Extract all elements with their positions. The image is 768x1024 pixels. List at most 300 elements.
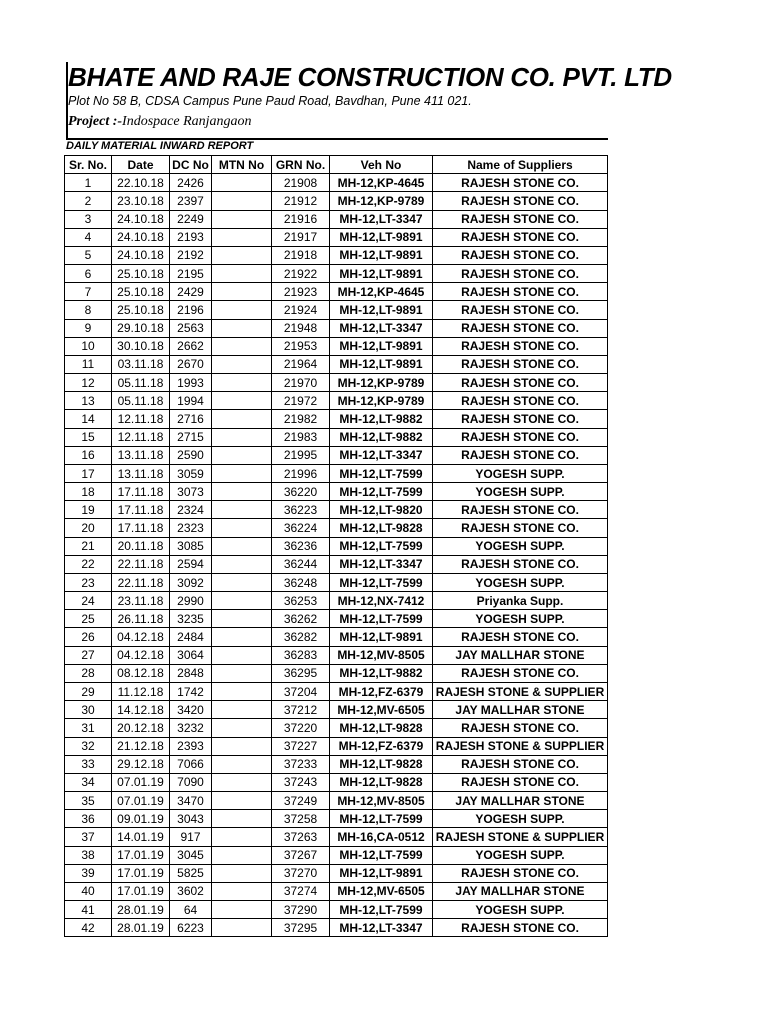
table-row <box>65 192 608 210</box>
cell-supplier: RAJESH STONE CO. <box>433 283 608 301</box>
cell-dc-no: 2594 <box>170 555 212 573</box>
cell-mtn-no <box>212 428 272 446</box>
table-row <box>65 701 608 719</box>
cell-date: 17.11.18 <box>112 501 170 519</box>
cell-date: 17.01.19 <box>112 846 170 864</box>
table-row <box>65 464 608 482</box>
cell-sr-no: 29 <box>65 682 112 700</box>
cell-dc-no: 2196 <box>170 301 212 319</box>
cell-grn-no: 21916 <box>272 210 330 228</box>
cell-veh-no: MH-16,CA-0512 <box>330 828 433 846</box>
cell-sr-no: 34 <box>65 773 112 791</box>
cell-mtn-no <box>212 210 272 228</box>
cell-sr-no: 28 <box>65 664 112 682</box>
cell-sr-no: 42 <box>65 919 112 937</box>
cell-veh-no: MH-12,LT-3347 <box>330 319 433 337</box>
cell-supplier: YOGESH SUPP. <box>433 464 608 482</box>
cell-mtn-no <box>212 246 272 264</box>
cell-dc-no: 3092 <box>170 573 212 591</box>
cell-supplier: RAJESH STONE CO. <box>433 755 608 773</box>
cell-mtn-no <box>212 792 272 810</box>
cell-grn-no: 21923 <box>272 283 330 301</box>
cell-grn-no: 21970 <box>272 374 330 392</box>
cell-dc-no: 64 <box>170 901 212 919</box>
cell-sr-no: 25 <box>65 610 112 628</box>
cell-grn-no: 36283 <box>272 646 330 664</box>
table-row <box>65 901 608 919</box>
cell-veh-no: MH-12,LT-9891 <box>330 301 433 319</box>
table-row <box>65 228 608 246</box>
cell-dc-no: 3470 <box>170 792 212 810</box>
cell-supplier: RAJESH STONE CO. <box>433 428 608 446</box>
table-row <box>65 319 608 337</box>
table-row <box>65 392 608 410</box>
cell-date: 07.01.19 <box>112 773 170 791</box>
cell-dc-no: 2484 <box>170 628 212 646</box>
cell-grn-no: 37290 <box>272 901 330 919</box>
cell-sr-no: 7 <box>65 283 112 301</box>
table-row <box>65 174 608 192</box>
table-row <box>65 210 608 228</box>
table-body <box>65 174 608 937</box>
column-header-date: Date <box>112 156 170 174</box>
cell-veh-no: MH-12,KP-9789 <box>330 392 433 410</box>
cell-mtn-no <box>212 301 272 319</box>
cell-veh-no: MH-12,LT-7599 <box>330 464 433 482</box>
cell-dc-no: 2590 <box>170 446 212 464</box>
cell-grn-no: 37233 <box>272 755 330 773</box>
cell-veh-no: MH-12,LT-9828 <box>330 755 433 773</box>
cell-veh-no: MH-12,LT-9891 <box>330 246 433 264</box>
table-row <box>65 882 608 900</box>
cell-date: 12.11.18 <box>112 410 170 428</box>
cell-veh-no: MH-12,LT-7599 <box>330 483 433 501</box>
cell-veh-no: MH-12,FZ-6379 <box>330 737 433 755</box>
cell-grn-no: 21924 <box>272 301 330 319</box>
cell-veh-no: MH-12,LT-9882 <box>330 410 433 428</box>
cell-mtn-no <box>212 174 272 192</box>
cell-veh-no: MH-12,LT-9828 <box>330 719 433 737</box>
report-title: DAILY MATERIAL INWARD REPORT <box>66 140 254 152</box>
cell-grn-no: 36295 <box>272 664 330 682</box>
cell-mtn-no <box>212 882 272 900</box>
cell-date: 17.11.18 <box>112 483 170 501</box>
cell-sr-no: 16 <box>65 446 112 464</box>
cell-veh-no: MH-12,LT-9828 <box>330 519 433 537</box>
cell-sr-no: 31 <box>65 719 112 737</box>
column-header-grn-no: GRN No. <box>272 156 330 174</box>
cell-dc-no: 2193 <box>170 228 212 246</box>
cell-supplier: RAJESH STONE CO. <box>433 301 608 319</box>
cell-mtn-no <box>212 192 272 210</box>
cell-dc-no: 2715 <box>170 428 212 446</box>
cell-supplier: YOGESH SUPP. <box>433 610 608 628</box>
cell-sr-no: 2 <box>65 192 112 210</box>
cell-supplier: YOGESH SUPP. <box>433 846 608 864</box>
cell-dc-no: 3235 <box>170 610 212 628</box>
cell-date: 03.11.18 <box>112 355 170 373</box>
cell-supplier: JAY MALLHAR STONE <box>433 792 608 810</box>
company-name: BHATE AND RAJE CONSTRUCTION CO. PVT. LTD <box>68 62 672 92</box>
cell-grn-no: 37274 <box>272 882 330 900</box>
table-row <box>65 337 608 355</box>
column-header-veh-no: Veh No <box>330 156 433 174</box>
cell-sr-no: 8 <box>65 301 112 319</box>
cell-supplier: RAJESH STONE CO. <box>433 773 608 791</box>
cell-veh-no: MH-12,LT-7599 <box>330 846 433 864</box>
cell-sr-no: 41 <box>65 901 112 919</box>
cell-veh-no: MH-12,MV-6505 <box>330 701 433 719</box>
cell-veh-no: MH-12,LT-7599 <box>330 810 433 828</box>
cell-dc-no: 2393 <box>170 737 212 755</box>
cell-supplier: RAJESH STONE CO. <box>433 228 608 246</box>
cell-grn-no: 36244 <box>272 555 330 573</box>
cell-grn-no: 21922 <box>272 265 330 283</box>
cell-dc-no: 3043 <box>170 810 212 828</box>
table-row <box>65 301 608 319</box>
cell-dc-no: 6223 <box>170 919 212 937</box>
table-header-row <box>65 156 608 174</box>
cell-sr-no: 3 <box>65 210 112 228</box>
cell-mtn-no <box>212 628 272 646</box>
cell-mtn-no <box>212 664 272 682</box>
table-row <box>65 246 608 264</box>
cell-sr-no: 23 <box>65 573 112 591</box>
cell-mtn-no <box>212 410 272 428</box>
cell-date: 05.11.18 <box>112 392 170 410</box>
cell-mtn-no <box>212 265 272 283</box>
table-row <box>65 719 608 737</box>
table-row <box>65 810 608 828</box>
cell-supplier: YOGESH SUPP. <box>433 537 608 555</box>
cell-veh-no: MH-12,LT-3347 <box>330 446 433 464</box>
cell-dc-no: 2324 <box>170 501 212 519</box>
cell-sr-no: 26 <box>65 628 112 646</box>
cell-sr-no: 32 <box>65 737 112 755</box>
cell-dc-no: 2195 <box>170 265 212 283</box>
cell-date: 22.11.18 <box>112 573 170 591</box>
cell-sr-no: 33 <box>65 755 112 773</box>
cell-grn-no: 36224 <box>272 519 330 537</box>
project-line <box>68 114 252 130</box>
cell-supplier: RAJESH STONE CO. <box>433 519 608 537</box>
cell-date: 28.01.19 <box>112 919 170 937</box>
table-row <box>65 864 608 882</box>
cell-date: 24.10.18 <box>112 246 170 264</box>
table-row <box>65 537 608 555</box>
cell-date: 11.12.18 <box>112 682 170 700</box>
cell-supplier: RAJESH STONE CO. <box>433 174 608 192</box>
cell-grn-no: 37267 <box>272 846 330 864</box>
cell-mtn-no <box>212 483 272 501</box>
cell-supplier: RAJESH STONE CO. <box>433 246 608 264</box>
cell-sr-no: 21 <box>65 537 112 555</box>
cell-supplier: RAJESH STONE CO. <box>433 919 608 937</box>
column-header-dc-no: DC No <box>170 156 212 174</box>
cell-veh-no: MH-12,LT-9882 <box>330 664 433 682</box>
cell-grn-no: 21995 <box>272 446 330 464</box>
cell-supplier: YOGESH SUPP. <box>433 573 608 591</box>
cell-grn-no: 21912 <box>272 192 330 210</box>
cell-sr-no: 9 <box>65 319 112 337</box>
cell-mtn-no <box>212 755 272 773</box>
cell-grn-no: 37220 <box>272 719 330 737</box>
cell-supplier: RAJESH STONE CO. <box>433 192 608 210</box>
cell-date: 17.11.18 <box>112 519 170 537</box>
cell-grn-no: 37263 <box>272 828 330 846</box>
cell-grn-no: 21982 <box>272 410 330 428</box>
cell-grn-no: 36282 <box>272 628 330 646</box>
cell-mtn-no <box>212 464 272 482</box>
table-row <box>65 501 608 519</box>
cell-date: 12.11.18 <box>112 428 170 446</box>
cell-supplier: JAY MALLHAR STONE <box>433 882 608 900</box>
cell-mtn-no <box>212 901 272 919</box>
table-row <box>65 610 608 628</box>
cell-dc-no: 3045 <box>170 846 212 864</box>
cell-sr-no: 4 <box>65 228 112 246</box>
cell-sr-no: 40 <box>65 882 112 900</box>
table-row <box>65 374 608 392</box>
cell-date: 17.01.19 <box>112 864 170 882</box>
cell-supplier: RAJESH STONE CO. <box>433 864 608 882</box>
cell-dc-no: 3232 <box>170 719 212 737</box>
project-name: Indospace Ranjangaon <box>122 114 252 129</box>
cell-veh-no: MH-12,LT-7599 <box>330 901 433 919</box>
cell-supplier: RAJESH STONE CO. <box>433 719 608 737</box>
cell-dc-no: 2563 <box>170 319 212 337</box>
cell-sr-no: 10 <box>65 337 112 355</box>
table-row <box>65 573 608 591</box>
cell-dc-no: 2716 <box>170 410 212 428</box>
cell-grn-no: 21983 <box>272 428 330 446</box>
cell-veh-no: MH-12,KP-9789 <box>330 192 433 210</box>
cell-mtn-no <box>212 573 272 591</box>
cell-grn-no: 36220 <box>272 483 330 501</box>
cell-sr-no: 24 <box>65 592 112 610</box>
cell-veh-no: MH-12,KP-9789 <box>330 374 433 392</box>
cell-grn-no: 37212 <box>272 701 330 719</box>
cell-mtn-no <box>212 228 272 246</box>
cell-date: 29.12.18 <box>112 755 170 773</box>
cell-supplier: RAJESH STONE & SUPPLIER <box>433 828 608 846</box>
cell-sr-no: 1 <box>65 174 112 192</box>
cell-dc-no: 3420 <box>170 701 212 719</box>
cell-veh-no: MH-12,KP-4645 <box>330 174 433 192</box>
cell-date: 04.12.18 <box>112 628 170 646</box>
cell-supplier: RAJESH STONE CO. <box>433 374 608 392</box>
table-row <box>65 828 608 846</box>
cell-sr-no: 38 <box>65 846 112 864</box>
cell-grn-no: 21948 <box>272 319 330 337</box>
cell-supplier: RAJESH STONE CO. <box>433 446 608 464</box>
cell-supplier: JAY MALLHAR STONE <box>433 646 608 664</box>
table-row <box>65 664 608 682</box>
cell-grn-no: 37270 <box>272 864 330 882</box>
company-address: Plot No 58 B, CDSA Campus Pune Paud Road, Bavdhan, Pune 411 021. <box>68 94 472 108</box>
cell-mtn-no <box>212 319 272 337</box>
cell-date: 13.11.18 <box>112 446 170 464</box>
cell-mtn-no <box>212 355 272 373</box>
cell-supplier: Priyanka Supp. <box>433 592 608 610</box>
cell-mtn-no <box>212 810 272 828</box>
cell-grn-no: 36236 <box>272 537 330 555</box>
cell-dc-no: 3602 <box>170 882 212 900</box>
cell-mtn-no <box>212 537 272 555</box>
cell-dc-no: 7090 <box>170 773 212 791</box>
cell-dc-no: 2990 <box>170 592 212 610</box>
table-row <box>65 428 608 446</box>
cell-date: 25.10.18 <box>112 301 170 319</box>
cell-mtn-no <box>212 555 272 573</box>
cell-mtn-no <box>212 828 272 846</box>
cell-mtn-no <box>212 701 272 719</box>
cell-mtn-no <box>212 337 272 355</box>
cell-veh-no: MH-12,LT-9891 <box>330 628 433 646</box>
cell-veh-no: MH-12,KP-4645 <box>330 283 433 301</box>
cell-grn-no: 21953 <box>272 337 330 355</box>
cell-dc-no: 5825 <box>170 864 212 882</box>
table-row <box>65 592 608 610</box>
cell-mtn-no <box>212 719 272 737</box>
cell-dc-no: 3085 <box>170 537 212 555</box>
cell-mtn-no <box>212 592 272 610</box>
cell-mtn-no <box>212 846 272 864</box>
cell-date: 04.12.18 <box>112 646 170 664</box>
cell-mtn-no <box>212 864 272 882</box>
cell-dc-no: 1993 <box>170 374 212 392</box>
cell-date: 28.01.19 <box>112 901 170 919</box>
table-row <box>65 410 608 428</box>
cell-veh-no: MH-12,LT-9891 <box>330 337 433 355</box>
cell-sr-no: 18 <box>65 483 112 501</box>
cell-date: 26.11.18 <box>112 610 170 628</box>
cell-date: 05.11.18 <box>112 374 170 392</box>
cell-sr-no: 22 <box>65 555 112 573</box>
cell-sr-no: 17 <box>65 464 112 482</box>
cell-date: 30.10.18 <box>112 337 170 355</box>
cell-sr-no: 27 <box>65 646 112 664</box>
cell-supplier: YOGESH SUPP. <box>433 483 608 501</box>
cell-grn-no: 37295 <box>272 919 330 937</box>
cell-date: 20.11.18 <box>112 537 170 555</box>
cell-veh-no: MH-12,LT-3347 <box>330 919 433 937</box>
cell-grn-no: 36262 <box>272 610 330 628</box>
cell-dc-no: 2670 <box>170 355 212 373</box>
cell-grn-no: 36253 <box>272 592 330 610</box>
cell-grn-no: 21908 <box>272 174 330 192</box>
table-row <box>65 446 608 464</box>
cell-supplier: RAJESH STONE CO. <box>433 337 608 355</box>
cell-mtn-no <box>212 374 272 392</box>
cell-sr-no: 35 <box>65 792 112 810</box>
cell-grn-no: 36223 <box>272 501 330 519</box>
cell-mtn-no <box>212 610 272 628</box>
cell-date: 07.01.19 <box>112 792 170 810</box>
cell-veh-no: MH-12,LT-9891 <box>330 864 433 882</box>
column-header-sr-no: Sr. No. <box>65 156 112 174</box>
cell-veh-no: MH-12,LT-9891 <box>330 228 433 246</box>
cell-supplier: RAJESH STONE CO. <box>433 410 608 428</box>
table-row <box>65 682 608 700</box>
cell-sr-no: 12 <box>65 374 112 392</box>
cell-sr-no: 20 <box>65 519 112 537</box>
cell-date: 23.11.18 <box>112 592 170 610</box>
table-row <box>65 919 608 937</box>
cell-grn-no: 37249 <box>272 792 330 810</box>
cell-mtn-no <box>212 392 272 410</box>
cell-date: 22.11.18 <box>112 555 170 573</box>
cell-sr-no: 5 <box>65 246 112 264</box>
cell-supplier: RAJESH STONE CO. <box>433 628 608 646</box>
cell-sr-no: 6 <box>65 265 112 283</box>
cell-dc-no: 2426 <box>170 174 212 192</box>
cell-mtn-no <box>212 519 272 537</box>
cell-veh-no: MH-12,NX-7412 <box>330 592 433 610</box>
cell-sr-no: 11 <box>65 355 112 373</box>
cell-date: 08.12.18 <box>112 664 170 682</box>
cell-sr-no: 37 <box>65 828 112 846</box>
cell-sr-no: 13 <box>65 392 112 410</box>
cell-veh-no: MH-12,MV-6505 <box>330 882 433 900</box>
cell-grn-no: 21972 <box>272 392 330 410</box>
table-row <box>65 265 608 283</box>
document-header <box>66 62 672 140</box>
cell-date: 25.10.18 <box>112 265 170 283</box>
cell-veh-no: MH-12,LT-3347 <box>330 555 433 573</box>
cell-date: 23.10.18 <box>112 192 170 210</box>
cell-sr-no: 39 <box>65 864 112 882</box>
cell-mtn-no <box>212 501 272 519</box>
cell-mtn-no <box>212 446 272 464</box>
cell-sr-no: 36 <box>65 810 112 828</box>
table-row <box>65 737 608 755</box>
inward-report-table <box>64 155 608 937</box>
cell-dc-no: 3059 <box>170 464 212 482</box>
cell-supplier: RAJESH STONE CO. <box>433 501 608 519</box>
cell-mtn-no <box>212 737 272 755</box>
cell-supplier: JAY MALLHAR STONE <box>433 701 608 719</box>
cell-grn-no: 21918 <box>272 246 330 264</box>
table-row <box>65 755 608 773</box>
cell-mtn-no <box>212 682 272 700</box>
table-row <box>65 773 608 791</box>
cell-date: 17.01.19 <box>112 882 170 900</box>
table-row <box>65 646 608 664</box>
cell-mtn-no <box>212 773 272 791</box>
cell-supplier: RAJESH STONE CO. <box>433 265 608 283</box>
cell-supplier: RAJESH STONE CO. <box>433 555 608 573</box>
cell-date: 14.01.19 <box>112 828 170 846</box>
column-header-mtn-no: MTN No <box>212 156 272 174</box>
column-header-supplier: Name of Suppliers <box>433 156 608 174</box>
cell-date: 24.10.18 <box>112 210 170 228</box>
cell-sr-no: 14 <box>65 410 112 428</box>
cell-date: 20.12.18 <box>112 719 170 737</box>
cell-supplier: RAJESH STONE & SUPPLIER <box>433 737 608 755</box>
cell-sr-no: 30 <box>65 701 112 719</box>
cell-veh-no: MH-12,LT-7599 <box>330 610 433 628</box>
cell-supplier: YOGESH SUPP. <box>433 901 608 919</box>
cell-mtn-no <box>212 283 272 301</box>
cell-supplier: RAJESH STONE CO. <box>433 664 608 682</box>
cell-supplier: RAJESH STONE CO. <box>433 392 608 410</box>
cell-supplier: RAJESH STONE CO. <box>433 319 608 337</box>
cell-date: 25.10.18 <box>112 283 170 301</box>
table-row <box>65 555 608 573</box>
cell-veh-no: MH-12,LT-9882 <box>330 428 433 446</box>
cell-date: 13.11.18 <box>112 464 170 482</box>
